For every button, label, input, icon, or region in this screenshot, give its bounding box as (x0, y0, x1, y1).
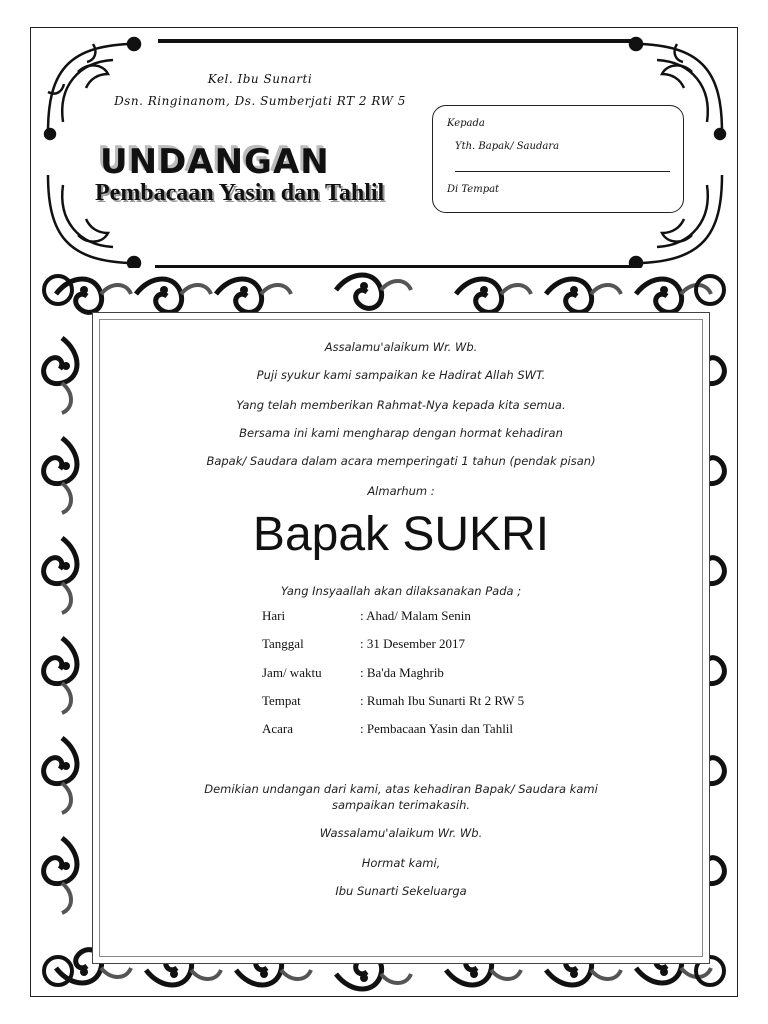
invitation-title: UNDANGAN (100, 142, 330, 182)
sender-location: Dsn. Ringinanom, Ds. Sumberjati RT 2 RW 5 (114, 94, 406, 108)
recipient-address-box (432, 105, 684, 213)
detail-label: Acara (262, 721, 294, 736)
invitation-subtitle: Pembacaan Yasin dan Tahlil (95, 180, 385, 206)
detail-label: Jam/ waktu (262, 665, 322, 680)
detail-label: Tempat (262, 693, 301, 708)
sender-name: Kel. Ibu Sunarti (207, 72, 313, 86)
closing-salam: Wassalamu'alaikum Wr. Wb. (319, 826, 483, 840)
header-top-rule (158, 39, 636, 43)
paragraph-line-1: Puji syukur kami sampaikan ke Hadirat Allah SWT. (256, 368, 546, 382)
detail-value: : Ba'da Maghrib (360, 665, 444, 680)
kepada-label: Kepada (447, 118, 485, 129)
paragraph-line-4: Bapak/ Saudara dalam acara memperingati 1 tahun (pendak pisan) (206, 454, 596, 468)
di-tempat-label: Di Tempat (447, 184, 500, 195)
detail-value: : Pembacaan Yasin dan Tahlil (360, 721, 514, 736)
hormat-kami: Hormat kami, (361, 856, 441, 870)
detail-label: Hari (262, 608, 286, 623)
recipient-name-line (455, 171, 670, 172)
details-intro: Yang Insyaallah akan dilaksanakan Pada ; (280, 584, 522, 598)
detail-value: : Ahad/ Malam Senin (360, 608, 471, 623)
deceased-name: Bapak SUKRI (252, 508, 550, 561)
paragraph-line-2: Yang telah memberikan Rahmat-Nya kepada kita semua. (236, 398, 566, 412)
yth-label: Yth. Bapak/ Saudara (455, 141, 560, 152)
opening-salam: Assalamu'alaikum Wr. Wb. (324, 340, 478, 354)
paragraph-line-3: Bersama ini kami mengharap dengan hormat kehadiran (239, 426, 563, 440)
closing-line-1: Demikian undangan dari kami, atas kehadiran Bapak/ Saudara kami (204, 782, 598, 796)
signature: Ibu Sunarti Sekeluarga (335, 884, 467, 898)
closing-line-2: sampaikan terimakasih. (331, 798, 471, 812)
almarhum-label: Almarhum : (367, 484, 435, 498)
detail-value: : Rumah Ibu Sunarti Rt 2 RW 5 (360, 693, 525, 708)
detail-value: : 31 Desember 2017 (360, 636, 466, 651)
detail-label: Tanggal (262, 636, 304, 651)
